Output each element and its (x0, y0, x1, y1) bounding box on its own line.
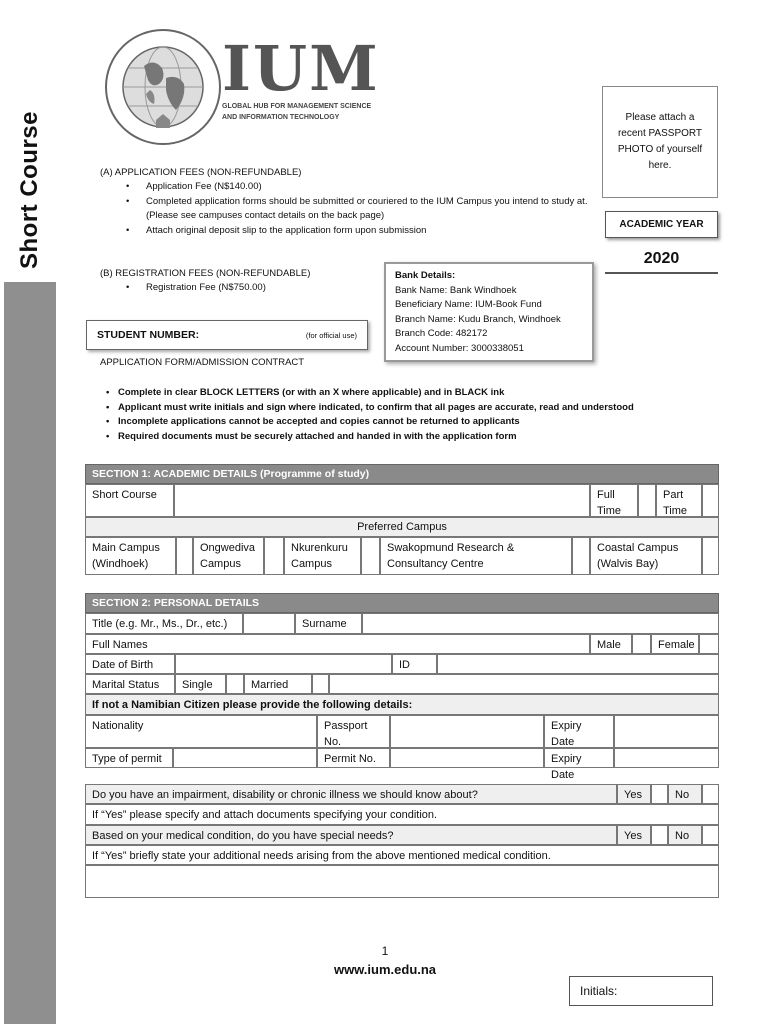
medical-question-2-note: If “Yes” briefly state your additional needs arising from the above mentioned medical condition. (85, 845, 719, 865)
website-link[interactable]: www.ium.edu.na (333, 962, 437, 977)
bank-details (384, 262, 594, 362)
medical-question-2: Based on your medical condition, do you have special needs? (85, 825, 617, 845)
full-time-label: Full Time (590, 484, 638, 517)
married-checkbox[interactable] (312, 674, 329, 694)
student-number-field[interactable] (86, 320, 368, 350)
list-item: • Applicant must write initials and sign where indicated, to confirm that all pages are accurate, read and understood (100, 401, 720, 416)
campus-ongwediva-label: Ongwediva Campus (193, 537, 264, 575)
registration-fees-list (100, 281, 370, 296)
form-title: APPLICATION FORM/ADMISSION CONTRACT (100, 357, 305, 368)
branch-name: Branch Name: Kudu Branch, Windhoek (395, 313, 561, 325)
permit-no-input[interactable] (390, 748, 544, 768)
marital-status-blank (329, 674, 719, 694)
campus-nkurenkuru-label: Nkurenkuru Campus (284, 537, 361, 575)
ium-seal-logo (104, 28, 222, 146)
male-checkbox[interactable] (632, 634, 651, 654)
campus-swakopmund-checkbox[interactable] (572, 537, 590, 575)
sidebar-bar (4, 278, 56, 1024)
academic-year-value: 2020 (605, 246, 718, 274)
medical-q1-no-checkbox[interactable] (702, 784, 719, 804)
application-fees-title: (A) APPLICATION FEES (NON-REFUNDABLE) (100, 167, 302, 178)
female-checkbox[interactable] (699, 634, 719, 654)
student-number-note: (for official use) (305, 330, 357, 340)
medical-q2-yes-label: Yes (617, 825, 651, 845)
list-item: • Completed application forms should be submitted or couriered to the IUM Campus you intend to study at. (100, 195, 604, 210)
bank-details-heading: Bank Details: (395, 270, 456, 281)
campus-coastal-checkbox[interactable] (702, 537, 719, 575)
medical-q2-no-label: No (668, 825, 702, 845)
medical-q2-yes-checkbox[interactable] (651, 825, 668, 845)
permit-type-input[interactable] (173, 748, 317, 768)
branch-code: Branch Code: 482172 (395, 328, 488, 339)
passport-no-label: Passport No. (317, 715, 390, 748)
list-item: • Required documents must be securely attached and handed in with the application form (100, 430, 720, 445)
bank-name: Bank Name: Bank Windhoek (395, 284, 517, 296)
list-item: • Incomplete applications cannot be accepted and copies cannot be returned to applicants (100, 415, 720, 430)
campus-coastal-label: Coastal Campus (Walvis Bay) (590, 537, 702, 575)
programme-input[interactable] (174, 484, 590, 517)
marital-status-label: Marital Status (85, 674, 175, 694)
application-fees-list (100, 180, 604, 238)
programme-label: Short Course (85, 484, 174, 517)
male-label: Male (590, 634, 632, 654)
logo-tagline: GLOBAL HUB FOR MANAGEMENT SCIENCE AND INFORMATION TECHNOLOGY (222, 103, 372, 121)
single-checkbox[interactable] (226, 674, 244, 694)
campus-nkurenkuru-checkbox[interactable] (361, 537, 380, 575)
nationality-label[interactable]: Nationality (85, 715, 317, 748)
instructions-list (100, 386, 720, 444)
list-item: • Complete in clear BLOCK LETTERS (or with an X where applicable) and in BLACK ink (100, 386, 720, 401)
medical-q1-yes-checkbox[interactable] (651, 784, 668, 804)
initials-field[interactable]: Initials: (569, 976, 713, 1006)
non-citizen-note: If not a Namibian Citizen please provide the following details: (85, 694, 719, 715)
beneficiary-name: Beneficiary Name: IUM-Book Fund (395, 299, 542, 310)
academic-year-label: ACADEMIC YEAR (605, 211, 718, 238)
section1-heading: SECTION 1: ACADEMIC DETAILS (Programme of study) (85, 464, 719, 484)
account-number: Account Number: 3000338051 (395, 342, 524, 354)
surname-label: Surname (295, 613, 362, 634)
permit-no-label: Permit No. (317, 748, 390, 768)
logo-acronym: IUM (222, 32, 380, 105)
campus-main-label: Main Campus (Windhoek) (85, 537, 176, 575)
list-item: • Application Fee (N$140.00) (100, 180, 604, 195)
medical-q2-no-checkbox[interactable] (702, 825, 719, 845)
special-needs-textarea[interactable] (85, 865, 719, 898)
registration-fees-title: (B) REGISTRATION FEES (NON-REFUNDABLE) (100, 268, 311, 279)
list-item: • Registration Fee (N$750.00) (100, 281, 370, 296)
full-names-label[interactable]: Full Names (85, 634, 590, 654)
id-no-label: ID (392, 654, 437, 674)
page-number: 1 (381, 944, 389, 958)
female-label: Female (651, 634, 699, 654)
permit-type-label: Type of permit (85, 748, 173, 768)
expiry-date-input[interactable] (614, 715, 719, 748)
id-no-input[interactable] (437, 654, 719, 674)
single-label: Single (175, 674, 226, 694)
part-time-checkbox[interactable] (702, 484, 719, 517)
sidebar-title: Short Course (16, 110, 44, 270)
full-time-checkbox[interactable] (638, 484, 656, 517)
dob-input[interactable] (175, 654, 392, 674)
surname-input[interactable] (362, 613, 719, 634)
student-number-label: STUDENT NUMBER: (97, 329, 200, 341)
expiry-date-label: Expiry Date (544, 715, 614, 748)
medical-question-1: Do you have an impairment, disability or chronic illness we should know about? (85, 784, 617, 804)
medical-q1-no-label: No (668, 784, 702, 804)
medical-q1-yes-label: Yes (617, 784, 651, 804)
married-label: Married (244, 674, 312, 694)
passport-no-input[interactable] (390, 715, 544, 748)
campus-swakopmund-label: Swakopmund Research & Consultancy Centre (380, 537, 572, 575)
preferred-campus-label: Preferred Campus (85, 517, 719, 537)
title-input[interactable] (243, 613, 295, 634)
list-item: • Attach original deposit slip to the application form upon submission (100, 224, 604, 239)
campus-ongwediva-checkbox[interactable] (264, 537, 284, 575)
part-time-label: Part Time (656, 484, 702, 517)
campus-main-checkbox[interactable] (176, 537, 193, 575)
section2-heading: SECTION 2: PERSONAL DETAILS (85, 593, 719, 613)
list-item: (Please see campuses contact details on the back page) (146, 210, 385, 221)
expiry-date-label-2: Expiry Date (544, 748, 614, 768)
medical-question-1-note[interactable]: If “Yes” please specify and attach documents specifying your condition. (85, 804, 719, 825)
expiry-date-input-2[interactable] (614, 748, 719, 768)
title-label: Title (e.g. Mr., Ms., Dr., etc.) (85, 613, 243, 634)
passport-photo-box[interactable]: Please attach a recent PASSPORT PHOTO of yourself here. (602, 86, 718, 198)
dob-label: Date of Birth (85, 654, 175, 674)
